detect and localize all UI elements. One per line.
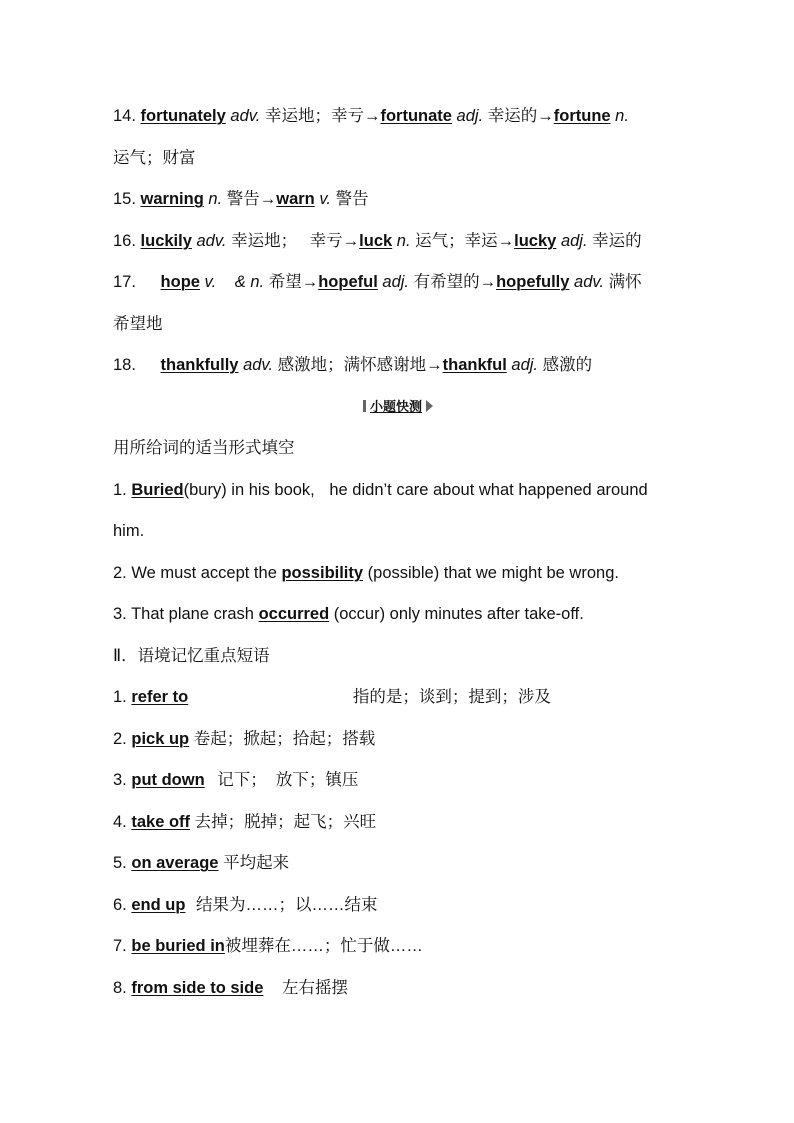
- part-of-speech: adv.: [196, 231, 227, 250]
- part-of-speech: n.: [615, 107, 629, 125]
- part-of-speech: adv.: [574, 273, 604, 291]
- vocab-item-17: [113, 262, 683, 304]
- part-of-speech: v.: [204, 273, 217, 291]
- phrase-item-8: [113, 968, 683, 1010]
- phrase: be buried in: [131, 937, 225, 955]
- vocab-item-16: [113, 221, 683, 263]
- meaning: 运气；幸运→: [415, 231, 515, 250]
- meaning: 幸运的: [592, 231, 642, 250]
- phrase-item-6: [113, 885, 683, 927]
- part-of-speech: adj.: [560, 231, 588, 250]
- meaning: 幸亏→: [309, 231, 360, 250]
- item-number: 3.: [113, 605, 127, 623]
- phrase-item-7: [113, 926, 683, 968]
- section-badge-row: [113, 387, 683, 429]
- vocab-item-18: [113, 345, 683, 387]
- phrase-item-3: [113, 760, 683, 802]
- answer-blank: Buried: [131, 480, 184, 499]
- badge-bar-icon: [363, 400, 366, 412]
- phrase: end up: [131, 895, 186, 914]
- phrase: take off: [131, 812, 191, 831]
- item-number: 3.: [113, 771, 127, 789]
- part-of-speech: adv.: [230, 107, 261, 125]
- item-number: 16.: [113, 231, 136, 250]
- section-badge: [361, 399, 435, 415]
- meaning: 幸运的→: [487, 107, 554, 125]
- phrase: put down: [131, 771, 205, 789]
- part-of-speech: adj.: [456, 107, 484, 125]
- exercise-text: We must accept the: [131, 563, 277, 582]
- phrase-meaning: 卷起；掀起；拾起；搭载: [193, 729, 376, 748]
- meaning: 警告→: [226, 190, 277, 208]
- meaning: 警告: [335, 190, 369, 208]
- phrase-item-2: [113, 719, 683, 761]
- meaning: 感激地；满怀感谢地→: [277, 356, 443, 374]
- item-number: 6.: [113, 895, 127, 914]
- vocab-word: fortune: [553, 107, 611, 125]
- phrase-item-5: [113, 843, 683, 885]
- item-number: 2.: [113, 729, 127, 748]
- meaning: 满怀: [608, 273, 642, 291]
- item-number: 15.: [113, 190, 136, 208]
- item-number: 2.: [113, 563, 127, 582]
- exercise-text: (bury) in his book,: [183, 480, 315, 499]
- item-number: 4.: [113, 812, 127, 831]
- vocab-word: thankful: [442, 356, 507, 374]
- vocab-word: luckily: [140, 231, 192, 250]
- vocab-word: fortunate: [380, 107, 452, 125]
- meaning: 有希望的→: [413, 273, 497, 291]
- badge-arrow-icon: [426, 400, 433, 412]
- phrase-meaning: 被埋葬在……；忙于做……: [224, 937, 423, 955]
- vocab-item-14-cont: [113, 138, 683, 180]
- item-number: 7.: [113, 937, 127, 955]
- exercise-text: he didn’t care about what happened around: [329, 480, 648, 499]
- vocab-word: hope: [160, 273, 200, 291]
- phrase-meaning: 指的是；谈到；提到；涉及: [352, 688, 551, 706]
- item-number: 14.: [113, 107, 136, 125]
- document-page: [113, 96, 683, 1009]
- phrase: pick up: [131, 729, 190, 748]
- section-title: Ⅱ．语境记忆重点短语: [113, 646, 270, 665]
- exercise-instruction: 用所给词的适当形式填空: [113, 439, 295, 457]
- meaning: 运气；财富: [113, 148, 196, 167]
- part-of-speech: n.: [396, 231, 411, 250]
- phrase-meaning: 左右摇摆: [281, 978, 348, 997]
- part-of-speech: adj.: [382, 273, 409, 291]
- part-of-speech: n.: [208, 190, 223, 208]
- vocab-word: fortunately: [140, 107, 226, 125]
- vocab-word: thankfully: [160, 356, 239, 374]
- exercise-text: him.: [113, 522, 145, 540]
- exercise-2: [113, 553, 683, 595]
- vocab-item-17-cont: [113, 304, 683, 346]
- item-number: 17.: [113, 273, 136, 291]
- part-of-speech: v.: [319, 190, 331, 208]
- answer-blank: occurred: [258, 605, 330, 623]
- exercise-text: That plane crash: [131, 605, 254, 623]
- meaning: 感激的: [542, 356, 593, 374]
- vocab-word: hopefully: [496, 273, 570, 291]
- vocab-word: lucky: [514, 231, 557, 250]
- item-number: 8.: [113, 978, 127, 997]
- phrase-meaning: 结果为……；以……结束: [196, 895, 378, 914]
- phrase: on average: [131, 854, 219, 872]
- vocab-word: luck: [359, 231, 393, 250]
- exercise-text: (occur) only minutes after take-off.: [333, 605, 584, 623]
- phrase-meaning: 去掉；脱掉；起飞；兴旺: [194, 812, 377, 831]
- item-number: 1.: [113, 688, 127, 706]
- badge-label: 小题快测: [369, 399, 422, 415]
- phrase-item-4: [113, 802, 683, 844]
- part-of-speech: & n.: [234, 273, 265, 291]
- exercise-3: [113, 594, 683, 636]
- meaning: 希望→: [268, 273, 319, 291]
- phrase-meaning: 平均起来: [223, 854, 290, 872]
- meaning: 幸运地；幸亏→: [264, 107, 381, 125]
- vocab-word: warn: [276, 190, 315, 208]
- vocab-word: hopeful: [318, 273, 378, 291]
- meaning: 希望地: [113, 314, 163, 333]
- vocab-item-15: [113, 179, 683, 221]
- meaning: 幸运地；: [231, 231, 298, 250]
- phrase: from side to side: [131, 978, 264, 997]
- answer-blank: possibility: [281, 563, 364, 582]
- exercise-1-cont: [113, 511, 683, 553]
- exercise-1: [113, 470, 683, 512]
- item-number: 18.: [113, 356, 136, 374]
- vocab-word: warning: [140, 190, 204, 208]
- phrase-item-1: [113, 677, 683, 719]
- vocab-item-14: [113, 96, 683, 138]
- part-of-speech: adv.: [243, 356, 274, 374]
- phrase-meaning: 记下； 放下；镇压: [217, 771, 359, 789]
- exercise-text: (possible) that we might be wrong.: [367, 563, 619, 582]
- phrase: refer to: [131, 688, 189, 706]
- part-of-speech: adj.: [511, 356, 538, 374]
- item-number: 1.: [113, 480, 127, 499]
- item-number: 5.: [113, 854, 127, 872]
